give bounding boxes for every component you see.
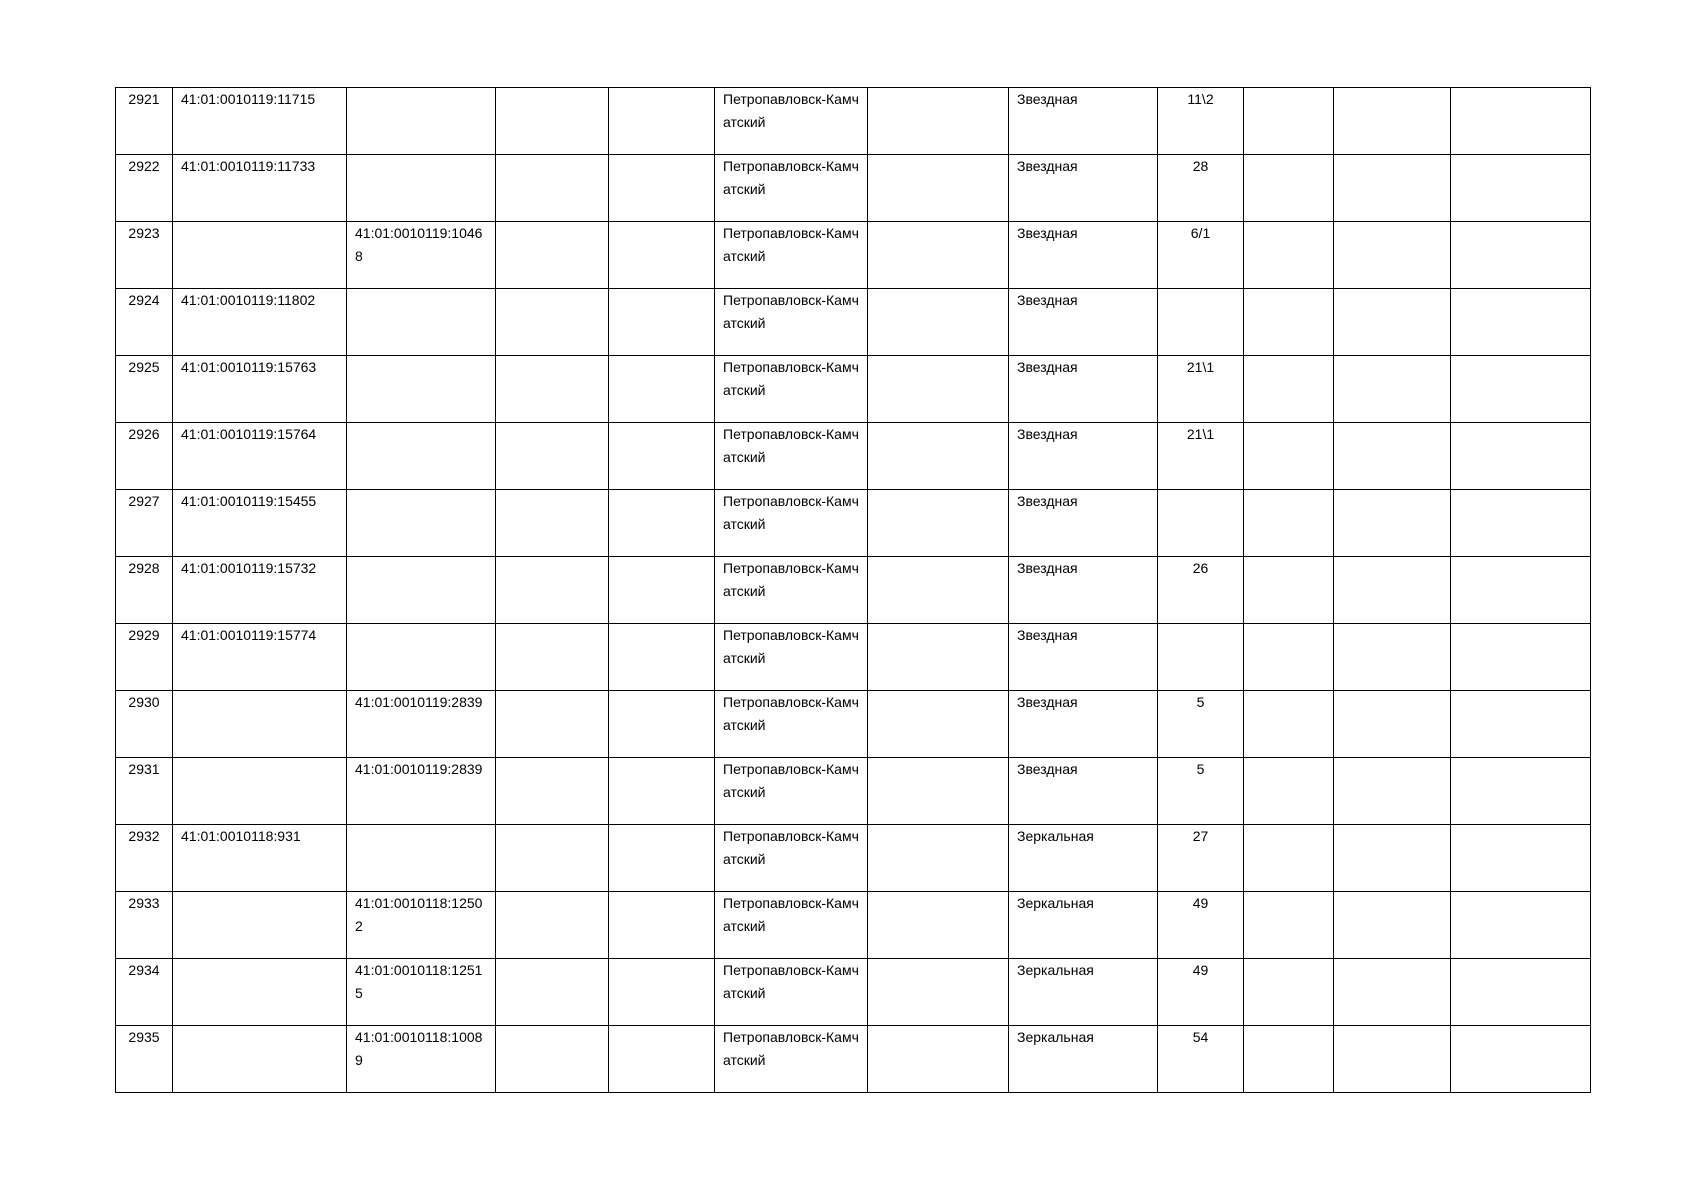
row-number-cell [116,959,173,1026]
empty-cell [609,1026,715,1093]
street-cell [1009,892,1158,959]
empty-cell [868,289,1009,356]
house-number-cell-text: 28 [1192,158,1209,174]
cadastral-number-alt-cell [347,825,496,892]
house-number-cell [1158,758,1244,825]
table-row [116,892,1591,959]
street-cell-text: Звездная [1017,158,1078,174]
empty-cell [1244,557,1334,624]
row-number-cell-text: 2933 [128,895,160,911]
street-cell-text: Звездная [1017,694,1078,710]
empty-cell [1451,155,1591,222]
cadastral-number-alt-cell-text: 41:01:0010118:12515 [355,962,483,1001]
city-cell-text: Петропавловск-Камчатский [723,225,859,264]
cadastral-number-cell-text: 41:01:0010119:15764 [181,426,317,442]
row-number-cell-text: 2927 [128,493,160,509]
empty-cell [868,758,1009,825]
cadastral-number-cell [173,959,347,1026]
empty-cell [496,624,609,691]
empty-cell [868,1026,1009,1093]
cadastral-number-alt-cell-text: 41:01:0010119:2839 [355,761,483,777]
street-cell [1009,222,1158,289]
row-number-cell [116,825,173,892]
cadastral-number-alt-cell [347,490,496,557]
empty-cell [609,490,715,557]
empty-cell [496,490,609,557]
city-cell-text: Петропавловск-Камчатский [723,493,859,532]
cadastral-number-alt-cell [347,892,496,959]
empty-cell [868,557,1009,624]
cadastral-number-cell [173,356,347,423]
empty-cell [1244,758,1334,825]
street-cell-text: Зеркальная [1017,828,1094,844]
empty-cell [868,959,1009,1026]
empty-cell [1334,222,1451,289]
city-cell [715,892,868,959]
cadastral-number-alt-cell [347,691,496,758]
row-number-cell [116,1026,173,1093]
table-row [116,356,1591,423]
city-cell-text: Петропавловск-Камчатский [723,426,859,465]
empty-cell [1334,758,1451,825]
row-number-cell-text: 2932 [128,828,160,844]
cadastral-number-alt-cell-text: 41:01:0010118:12502 [355,895,483,934]
empty-cell [868,892,1009,959]
street-cell-text: Звездная [1017,560,1078,576]
street-cell [1009,557,1158,624]
city-cell [715,959,868,1026]
cadastral-number-cell-text: 41:01:0010119:11715 [181,91,316,107]
empty-cell [1334,691,1451,758]
city-cell [715,289,868,356]
empty-cell [1451,691,1591,758]
empty-cell [1334,490,1451,557]
house-number-cell-text: 6/1 [1190,225,1211,241]
house-number-cell [1158,423,1244,490]
cadastral-number-cell-text: 41:01:0010118:931 [181,828,301,844]
empty-cell [496,88,609,155]
city-cell-text: Петропавловск-Камчатский [723,828,859,867]
street-cell [1009,691,1158,758]
house-number-cell [1158,289,1244,356]
street-cell-text: Звездная [1017,359,1078,375]
table-row [116,691,1591,758]
house-number-cell-text: 49 [1192,962,1209,978]
row-number-cell [116,892,173,959]
row-number-cell-text: 2922 [128,158,160,174]
city-cell-text: Петропавловск-Камчатский [723,359,859,398]
cadastral-number-cell-text: 41:01:0010119:15774 [181,627,317,643]
table-row [116,490,1591,557]
city-cell [715,624,868,691]
empty-cell [496,557,609,624]
city-cell [715,155,868,222]
row-number-cell-text: 2930 [128,694,160,710]
house-number-cell [1158,356,1244,423]
empty-cell [1451,88,1591,155]
empty-cell [496,892,609,959]
table-row [116,624,1591,691]
street-cell-text: Звездная [1017,292,1078,308]
cadastral-number-cell [173,892,347,959]
table-row [116,222,1591,289]
cadastral-number-cell-text: 41:01:0010119:15732 [181,560,317,576]
table-row [116,1026,1591,1093]
empty-cell [1451,423,1591,490]
table-row [116,959,1591,1026]
cadastral-number-cell-text: 41:01:0010119:15455 [181,493,317,509]
street-cell-text: Зеркальная [1017,962,1094,978]
empty-cell [1451,825,1591,892]
city-cell [715,1026,868,1093]
street-cell [1009,825,1158,892]
cadastral-number-cell [173,557,347,624]
cadastral-number-cell-text: 41:01:0010119:11802 [181,292,316,308]
city-cell [715,222,868,289]
empty-cell [609,557,715,624]
empty-cell [1451,289,1591,356]
table-row [116,88,1591,155]
city-cell-text: Петропавловск-Камчатский [723,158,859,197]
house-number-cell [1158,557,1244,624]
street-cell [1009,490,1158,557]
street-cell [1009,624,1158,691]
row-number-cell-text: 2929 [128,627,160,643]
empty-cell [1244,155,1334,222]
empty-cell [609,691,715,758]
street-cell [1009,155,1158,222]
empty-cell [1244,892,1334,959]
house-number-cell-text: 21\1 [1186,426,1215,442]
empty-cell [1244,825,1334,892]
empty-cell [496,691,609,758]
empty-cell [496,289,609,356]
empty-cell [1244,490,1334,557]
empty-cell [868,88,1009,155]
empty-cell [496,825,609,892]
house-number-cell-text: 54 [1192,1029,1209,1045]
cadastral-number-cell [173,691,347,758]
empty-cell [1244,624,1334,691]
empty-cell [1244,1026,1334,1093]
house-number-cell [1158,1026,1244,1093]
row-number-cell-text: 2935 [128,1029,160,1045]
empty-cell [609,959,715,1026]
empty-cell [1334,423,1451,490]
city-cell [715,825,868,892]
empty-cell [1334,88,1451,155]
empty-cell [609,423,715,490]
table-row [116,289,1591,356]
empty-cell [496,758,609,825]
empty-cell [868,624,1009,691]
empty-cell [609,155,715,222]
street-cell [1009,289,1158,356]
street-cell-text: Звездная [1017,225,1078,241]
empty-cell [1244,959,1334,1026]
empty-cell [1334,892,1451,959]
row-number-cell-text: 2921 [128,91,160,107]
row-number-cell-text: 2925 [128,359,160,375]
empty-cell [609,892,715,959]
row-number-cell [116,423,173,490]
cadastral-number-cell [173,289,347,356]
cadastral-number-cell [173,155,347,222]
empty-cell [1334,1026,1451,1093]
empty-cell [609,624,715,691]
table-row [116,557,1591,624]
city-cell [715,758,868,825]
city-cell-text: Петропавловск-Камчатский [723,761,859,800]
empty-cell [496,155,609,222]
cadastral-number-alt-cell [347,423,496,490]
empty-cell [1334,289,1451,356]
house-number-cell [1158,155,1244,222]
cadastral-number-cell [173,1026,347,1093]
registry-table [115,87,1591,1093]
cadastral-number-cell [173,825,347,892]
table-row [116,423,1591,490]
row-number-cell [116,490,173,557]
city-cell-text: Петропавловск-Камчатский [723,1029,859,1068]
cadastral-number-alt-cell-text: 41:01:0010118:10089 [355,1029,483,1068]
cadastral-number-alt-cell-text: 41:01:0010119:2839 [355,694,483,710]
street-cell [1009,1026,1158,1093]
house-number-cell [1158,825,1244,892]
street-cell [1009,959,1158,1026]
house-number-cell [1158,691,1244,758]
street-cell-text: Звездная [1017,627,1078,643]
empty-cell [1334,356,1451,423]
empty-cell [1451,892,1591,959]
empty-cell [1451,1026,1591,1093]
cadastral-number-alt-cell [347,356,496,423]
row-number-cell [116,691,173,758]
city-cell [715,691,868,758]
empty-cell [496,959,609,1026]
cadastral-number-cell [173,88,347,155]
empty-cell [868,825,1009,892]
city-cell-text: Петропавловск-Камчатский [723,895,859,934]
cadastral-number-alt-cell [347,959,496,1026]
house-number-cell-text: 5 [1196,694,1205,710]
empty-cell [609,825,715,892]
street-cell [1009,423,1158,490]
cadastral-number-cell-text: 41:01:0010119:15763 [181,359,317,375]
row-number-cell [116,758,173,825]
street-cell-text: Зеркальная [1017,895,1094,911]
city-cell-text: Петропавловск-Камчатский [723,91,859,130]
empty-cell [1451,758,1591,825]
city-cell-text: Петропавловск-Камчатский [723,694,859,733]
row-number-cell [116,155,173,222]
empty-cell [1244,289,1334,356]
house-number-cell [1158,959,1244,1026]
row-number-cell-text: 2934 [128,962,160,978]
house-number-cell-text: 26 [1192,560,1209,576]
row-number-cell-text: 2928 [128,560,160,576]
cadastral-number-alt-cell [347,624,496,691]
empty-cell [609,356,715,423]
empty-cell [496,423,609,490]
empty-cell [1244,691,1334,758]
street-cell-text: Звездная [1017,761,1078,777]
row-number-cell [116,356,173,423]
street-cell [1009,88,1158,155]
cadastral-number-cell [173,758,347,825]
cadastral-number-alt-cell [347,289,496,356]
empty-cell [868,691,1009,758]
cadastral-number-alt-cell-text: 41:01:0010119:10468 [355,225,483,264]
street-cell-text: Звездная [1017,493,1078,509]
row-number-cell [116,624,173,691]
empty-cell [868,490,1009,557]
cadastral-number-cell [173,624,347,691]
city-cell [715,557,868,624]
empty-cell [609,88,715,155]
table-row [116,155,1591,222]
empty-cell [496,1026,609,1093]
house-number-cell [1158,490,1244,557]
registry-body [116,88,1591,1093]
empty-cell [1334,825,1451,892]
empty-cell [609,289,715,356]
house-number-cell [1158,892,1244,959]
row-number-cell-text: 2923 [128,225,160,241]
cadastral-number-alt-cell [347,1026,496,1093]
row-number-cell [116,222,173,289]
empty-cell [1451,356,1591,423]
cadastral-number-cell [173,423,347,490]
empty-cell [496,222,609,289]
table-row [116,758,1591,825]
empty-cell [1244,88,1334,155]
empty-cell [1451,490,1591,557]
cadastral-number-alt-cell [347,557,496,624]
cadastral-number-alt-cell [347,758,496,825]
house-number-cell-text: 11\2 [1187,91,1214,107]
house-number-cell-text: 49 [1192,895,1209,911]
house-number-cell [1158,88,1244,155]
house-number-cell [1158,624,1244,691]
empty-cell [1451,557,1591,624]
house-number-cell-text: 27 [1192,828,1209,844]
empty-cell [868,423,1009,490]
row-number-cell [116,289,173,356]
empty-cell [1451,222,1591,289]
house-number-cell-text: 5 [1196,761,1205,777]
empty-cell [1451,624,1591,691]
street-cell-text: Зеркальная [1017,1029,1094,1045]
street-cell [1009,758,1158,825]
empty-cell [1334,959,1451,1026]
city-cell-text: Петропавловск-Камчатский [723,627,859,666]
empty-cell [1244,423,1334,490]
empty-cell [609,758,715,825]
empty-cell [868,155,1009,222]
row-number-cell [116,88,173,155]
city-cell [715,423,868,490]
street-cell-text: Звездная [1017,426,1078,442]
city-cell [715,88,868,155]
cadastral-number-alt-cell [347,155,496,222]
empty-cell [1451,959,1591,1026]
empty-cell [868,222,1009,289]
row-number-cell-text: 2931 [128,761,160,777]
table-row [116,825,1591,892]
empty-cell [1334,624,1451,691]
city-cell-text: Петропавловск-Камчатский [723,292,859,331]
cadastral-number-cell-text: 41:01:0010119:11733 [181,158,316,174]
empty-cell [1244,222,1334,289]
cadastral-number-cell [173,490,347,557]
empty-cell [496,356,609,423]
street-cell [1009,356,1158,423]
empty-cell [1244,356,1334,423]
row-number-cell-text: 2924 [128,292,160,308]
cadastral-number-alt-cell [347,88,496,155]
empty-cell [1334,557,1451,624]
row-number-cell [116,557,173,624]
cadastral-number-cell [173,222,347,289]
street-cell-text: Звездная [1017,91,1078,107]
cadastral-number-alt-cell [347,222,496,289]
empty-cell [868,356,1009,423]
empty-cell [609,222,715,289]
city-cell-text: Петропавловск-Камчатский [723,560,859,599]
city-cell-text: Петропавловск-Камчатский [723,962,859,1001]
row-number-cell-text: 2926 [128,426,160,442]
house-number-cell-text: 21\1 [1186,359,1215,375]
house-number-cell [1158,222,1244,289]
empty-cell [1334,155,1451,222]
city-cell [715,490,868,557]
city-cell [715,356,868,423]
